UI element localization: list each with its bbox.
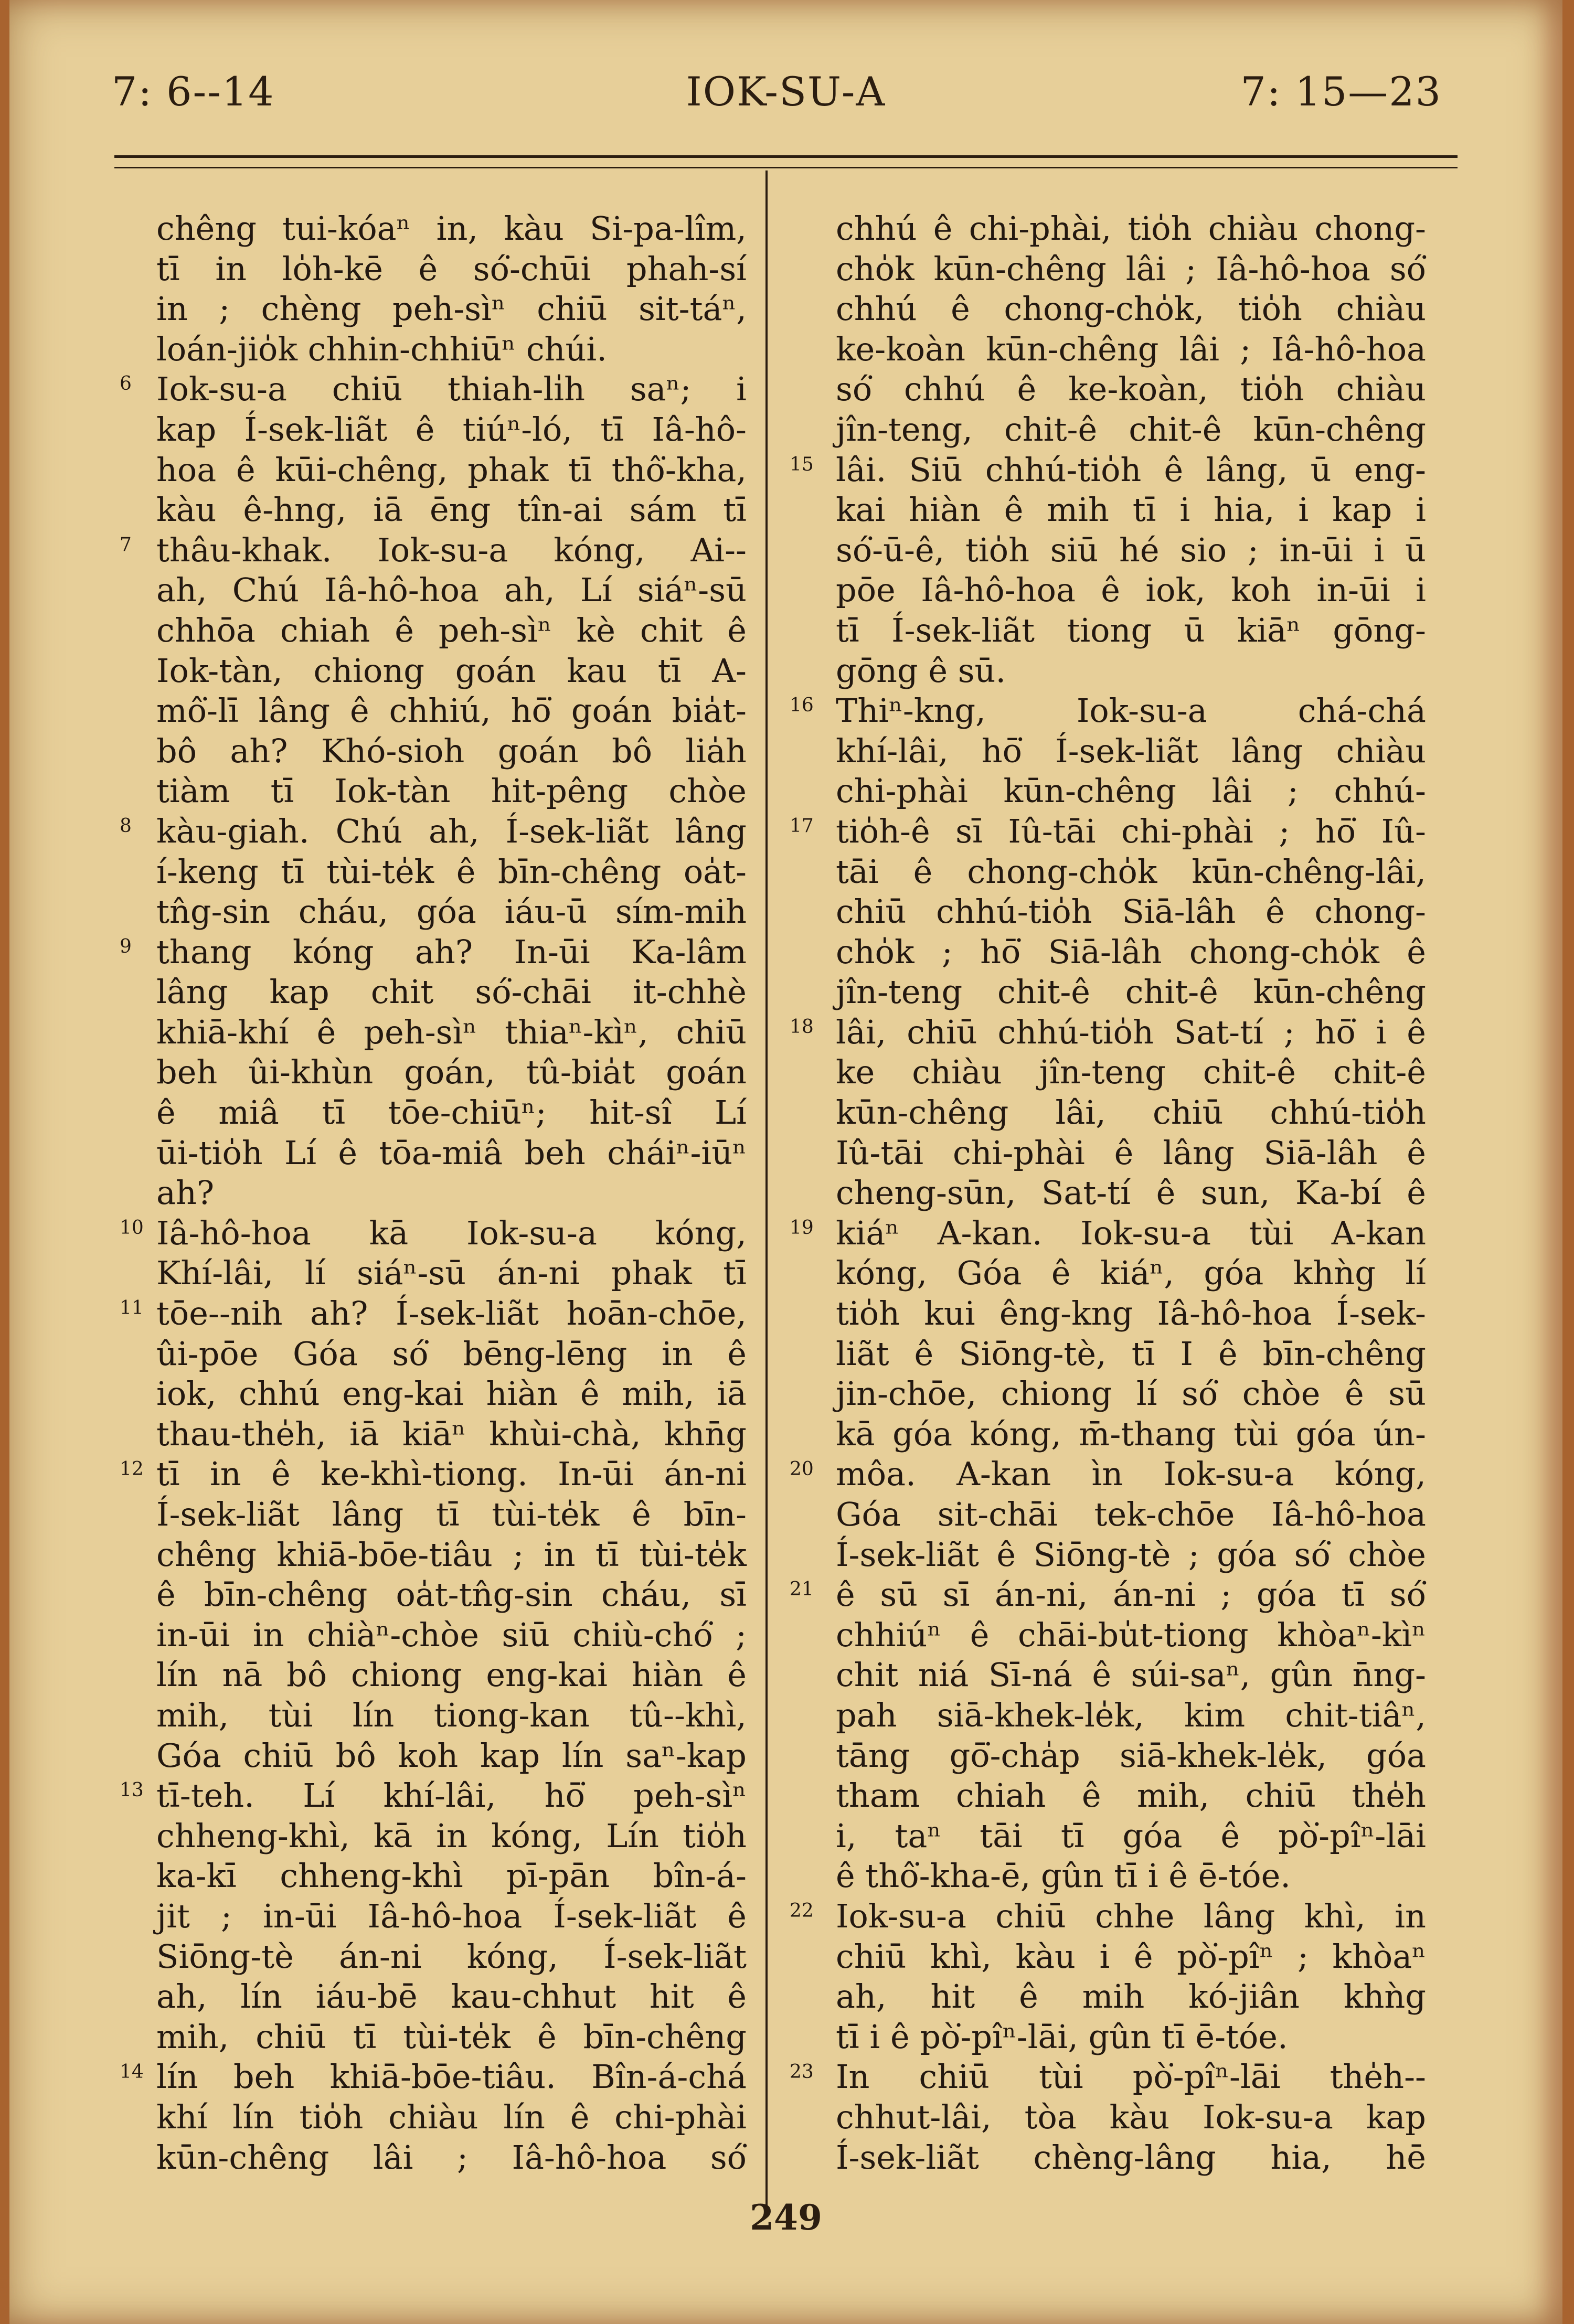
verse-number: 20: [790, 1458, 814, 1480]
text-line: Í-sek-liãt ê Siōng-tè ; góa só͘ chòe: [836, 1535, 1426, 1574]
text-line: kai hiàn ê mih tī i hia, i kap i: [836, 491, 1426, 529]
text-line: tōe--nih ah? Í-sek-liãt hoān-chōe,: [156, 1294, 747, 1333]
text-line: ah, lín iáu-bē kau-chhut hit ê: [156, 1977, 747, 2016]
text-line: mih, chiū tī tùi-te̍k ê bīn-chêng: [156, 2017, 747, 2056]
text-line: tn̂g-sin cháu, góa iáu-ū sím-mih: [156, 892, 747, 931]
verse-number: 14: [120, 2061, 144, 2083]
page-number: 249: [750, 2197, 822, 2238]
text-line: Í-sek-liãt lâng tī tùi-te̍k ê bīn-: [156, 1495, 747, 1533]
text-line: ah, hit ê mih kó-jiân khǹg: [836, 1977, 1426, 2016]
text-line: mih, tùi lín tiong-kan tû--khì,: [156, 1696, 747, 1734]
text-line: ê sū sī án-ni, án-ni ; góa tī só͘: [836, 1575, 1426, 1614]
text-line: ūi-tio̍h Lí ê tōa-miâ beh cháiⁿ-iūⁿ: [156, 1133, 747, 1172]
text-line: Í-sek-liãt chèng-lâng hia, hē: [836, 2138, 1426, 2177]
text-line: Góa chiū bô koh kap lín saⁿ-kap: [156, 1736, 747, 1775]
text-line: kiáⁿ A-kan. Iok-su-a tùi A-kan: [836, 1213, 1426, 1252]
book-title: IOK-SU-A: [686, 68, 886, 115]
right-verse-range: 7: 15—23: [1240, 68, 1442, 115]
text-line: lín nā bô chiong eng-kai hiàn ê: [156, 1656, 747, 1694]
text-line: ke-koàn kūn-chêng lâi ; Iâ-hô-hoa: [836, 329, 1426, 368]
text-line: hoa ê kūi-chêng, phak tī thô͘-kha,: [156, 450, 747, 489]
text-line: tī-teh. Lí khí-lâi, hō͘ peh-sìⁿ: [156, 1776, 747, 1815]
text-line: ke chiàu jîn-teng chit-ê chit-ê: [836, 1053, 1426, 1092]
text-line: ê bīn-chêng oa̍t-tn̂g-sin cháu, sī: [156, 1575, 747, 1614]
header-rule-bottom: [114, 167, 1458, 168]
text-line: Iok-su-a chiū chhe lâng khì, in: [836, 1896, 1426, 1935]
text-line: cho̍k kūn-chêng lâi ; Iâ-hô-hoa só͘: [836, 249, 1426, 288]
text-line: chheng-khì, kā in kóng, Lín tio̍h: [156, 1816, 747, 1855]
header-rule-top: [114, 155, 1458, 158]
text-line: chit niá Sī-ná ê súi-saⁿ, gûn n̄ng-: [836, 1656, 1426, 1694]
text-line: chhōa chiah ê peh-sìⁿ kè chit ê: [156, 611, 747, 649]
text-line: in-ūi in chiàⁿ-chòe siū chiù-chó͘ ;: [156, 1615, 747, 1654]
text-line: chhú ê chong-cho̍k, tio̍h chiàu: [836, 290, 1426, 328]
text-line: tī in ê ke-khì-tiong. In-ūi án-ni: [156, 1455, 747, 1494]
text-line: kàu ê-hng, iā ēng tîn-ai sám tī: [156, 491, 747, 529]
text-line: lín beh khiā-bōe-tiâu. Bîn-á-chá: [156, 2058, 747, 2096]
verse-number: 7: [120, 534, 132, 556]
text-line: khí-lâi, hō͘ Í-sek-liãt lâng chiàu: [836, 731, 1426, 770]
column-divider: [765, 170, 768, 2216]
text-line: tiàm tī Iok-tàn hit-pêng chòe: [156, 772, 747, 811]
text-line: beh ûi-khùn goán, tû-bia̍t goán: [156, 1053, 747, 1092]
text-line: só͘-ū-ê, tio̍h siū hé sio ; in-ūi i ū: [836, 530, 1426, 569]
text-line: jîn-teng, chit-ê chit-ê kūn-chêng: [836, 410, 1426, 449]
verse-number: 16: [790, 695, 814, 717]
text-line: ê thô͘-kha-ē, gûn tī i ê ē-tóe.: [836, 1857, 1291, 1895]
text-line: tī Í-sek-liãt tiong ū kiāⁿ gōng-: [836, 611, 1426, 649]
text-line: chiū chhú-tio̍h Siā-lâh ê chong-: [836, 892, 1426, 931]
verse-number: 8: [120, 815, 132, 837]
text-line: tāi ê chong-cho̍k kūn-chêng-lâi,: [836, 852, 1426, 891]
text-line: iok, chhú eng-kai hiàn ê mih, iā: [156, 1374, 747, 1413]
verse-number: 12: [120, 1458, 144, 1480]
text-line: ah?: [156, 1174, 215, 1212]
text-line: i, taⁿ tāi tī góa ê pò͘-pîⁿ-lāi: [836, 1816, 1426, 1855]
verse-number: 22: [790, 1900, 814, 1922]
left-text-column: [120, 209, 747, 2178]
text-line: liãt ê Siōng-tè, tī I ê bīn-chêng: [836, 1334, 1426, 1373]
text-line: pah siā-khek-le̍k, kim chit-tiâⁿ,: [836, 1696, 1426, 1734]
text-line: Khí-lâi, lí siáⁿ-sū án-ni phak tī: [156, 1254, 747, 1293]
text-line: tio̍h kui êng-kng Iâ-hô-hoa Í-sek-: [836, 1294, 1426, 1333]
text-line: chêng tui-kóaⁿ in, kàu Si-pa-lîm,: [156, 209, 747, 248]
text-line: só͘ chhú ê ke-koàn, tio̍h chiàu: [836, 370, 1426, 409]
text-line: gōng ê sū.: [836, 651, 1006, 690]
text-line: Iok-su-a chiū thiah-li̍h saⁿ; i: [156, 370, 747, 409]
text-line: chhut-lâi, tòa kàu Iok-su-a kap: [836, 2097, 1426, 2136]
text-line: kap Í-sek-liãt ê tiúⁿ-ló, tī Iâ-hô-: [156, 410, 747, 449]
text-line: tham chiah ê mih, chiū the̍h: [836, 1776, 1426, 1815]
text-line: tī i ê pò͘-pîⁿ-lāi, gûn tī ē-tóe.: [836, 2017, 1288, 2056]
text-line: chhiúⁿ ê chāi-bu̍t-tiong khòaⁿ-kìⁿ: [836, 1615, 1426, 1654]
text-line: ê miâ tī tōe-chiūⁿ; hit-sî Lí: [156, 1093, 747, 1132]
text-line: í-keng tī tùi-te̍k ê bīn-chêng oa̍t-: [156, 852, 747, 891]
book-page: [9, 0, 1562, 2324]
text-line: jîn-teng chit-ê chit-ê kūn-chêng: [836, 973, 1426, 1011]
text-line: khiā-khí ê peh-sìⁿ thiaⁿ-kìⁿ, chiū: [156, 1012, 747, 1051]
text-line: Thiⁿ-kng, Iok-su-a chá-chá: [836, 691, 1426, 730]
text-line: kàu-giah. Chú ah, Í-sek-liãt lâng: [156, 812, 747, 850]
verse-number: 10: [120, 1217, 144, 1239]
text-line: In chiū tùi pò͘-pîⁿ-lāi the̍h--: [836, 2058, 1426, 2096]
text-line: cheng-sūn, Sat-tí ê sun, Ka-bí ê: [836, 1174, 1426, 1212]
text-line: kūn-chêng lâi, chiū chhú-tio̍h: [836, 1093, 1426, 1132]
text-line: tī in lo̍h-kē ê só͘-chūi phah-sí: [156, 249, 747, 288]
text-line: bô ah? Khó-sioh goán bô lia̍h: [156, 731, 747, 770]
text-line: ûi-pōe Góa só͘ bēng-lēng in ê: [156, 1334, 747, 1373]
text-line: tio̍h-ê sī Iû-tāi chi-phài ; hō͘ Iû-: [836, 812, 1426, 850]
verse-number: 17: [790, 815, 814, 837]
text-line: Góa sit-chāi tek-chōe Iâ-hô-hoa: [836, 1495, 1426, 1533]
verse-number: 19: [790, 1217, 814, 1239]
text-line: chi-phài kūn-chêng lâi ; chhú-: [836, 772, 1426, 811]
text-line: loán-jio̍k chhin-chhiūⁿ chúi.: [156, 329, 607, 368]
right-text-column: [790, 209, 1426, 2178]
text-line: cho̍k ; hō͘ Siā-lâh chong-cho̍k ê: [836, 932, 1426, 971]
text-line: lâng kap chit só͘-chāi it-chhè: [156, 973, 747, 1011]
text-line: kūn-chêng lâi ; Iâ-hô-hoa só͘: [156, 2138, 747, 2177]
verse-number: 6: [120, 373, 132, 395]
text-line: mô͘-lī lâng ê chhiú, hō͘ goán bia̍t-: [156, 691, 747, 730]
text-line: lâi. Siū chhú-tio̍h ê lâng, ū eng-: [836, 450, 1426, 489]
text-line: thau-the̍h, iā kiāⁿ khùi-chà, khn̄g: [156, 1414, 747, 1453]
text-line: chiū khì, kàu i ê pò͘-pîⁿ ; khòaⁿ: [836, 1937, 1426, 1976]
verse-number: 21: [790, 1579, 814, 1601]
text-line: chêng khiā-bōe-tiâu ; in tī tùi-te̍k: [156, 1535, 747, 1574]
text-line: thang kóng ah? In-ūi Ka-lâm: [156, 932, 747, 971]
text-line: jin-chōe, chiong lí só͘ chòe ê sū: [836, 1374, 1426, 1413]
text-line: ka-kī chheng-khì pī-pān bîn-á-: [156, 1857, 747, 1895]
text-line: chhú ê chi-phài, tio̍h chiàu chong-: [836, 209, 1426, 248]
text-line: thâu-khak. Iok-su-a kóng, Ai--: [156, 530, 747, 569]
text-line: môa. A-kan ìn Iok-su-a kóng,: [836, 1455, 1426, 1494]
text-line: khí lín tio̍h chiàu lín ê chi-phài: [156, 2097, 747, 2136]
text-line: Siōng-tè án-ni kóng, Í-sek-liãt: [156, 1937, 747, 1976]
verse-number: 9: [120, 935, 132, 957]
verse-number: 15: [790, 453, 814, 475]
left-verse-range: 7: 6--14: [112, 68, 275, 115]
text-line: ah, Chú Iâ-hô-hoa ah, Lí siáⁿ-sū: [156, 571, 747, 610]
verse-number: 11: [120, 1297, 144, 1319]
verse-number: 23: [790, 2061, 814, 2083]
text-line: kóng, Góa ê kiáⁿ, góa khǹg lí: [836, 1254, 1426, 1293]
text-line: in ; chèng peh-sìⁿ chiū sit-táⁿ,: [156, 290, 747, 328]
verse-number: 13: [120, 1779, 144, 1801]
text-line: tāng gō͘-cha̍p siā-khek-le̍k, góa: [836, 1736, 1426, 1775]
text-line: Iok-tàn, chiong goán kau tī A-: [156, 651, 747, 690]
text-line: pōe Iâ-hô-hoa ê iok, koh in-ūi i: [836, 571, 1426, 610]
text-line: jit ; in-ūi Iâ-hô-hoa Í-sek-liãt ê: [156, 1896, 747, 1935]
verse-number: 18: [790, 1016, 814, 1038]
text-line: Iâ-hô-hoa kā Iok-su-a kóng,: [156, 1213, 747, 1252]
text-line: kā góa kóng, m̄-thang tùi góa ún-: [836, 1414, 1426, 1453]
text-line: Iû-tāi chi-phài ê lâng Siā-lâh ê: [836, 1133, 1426, 1172]
text-line: lâi, chiū chhú-tio̍h Sat-tí ; hō͘ i ê: [836, 1012, 1426, 1051]
